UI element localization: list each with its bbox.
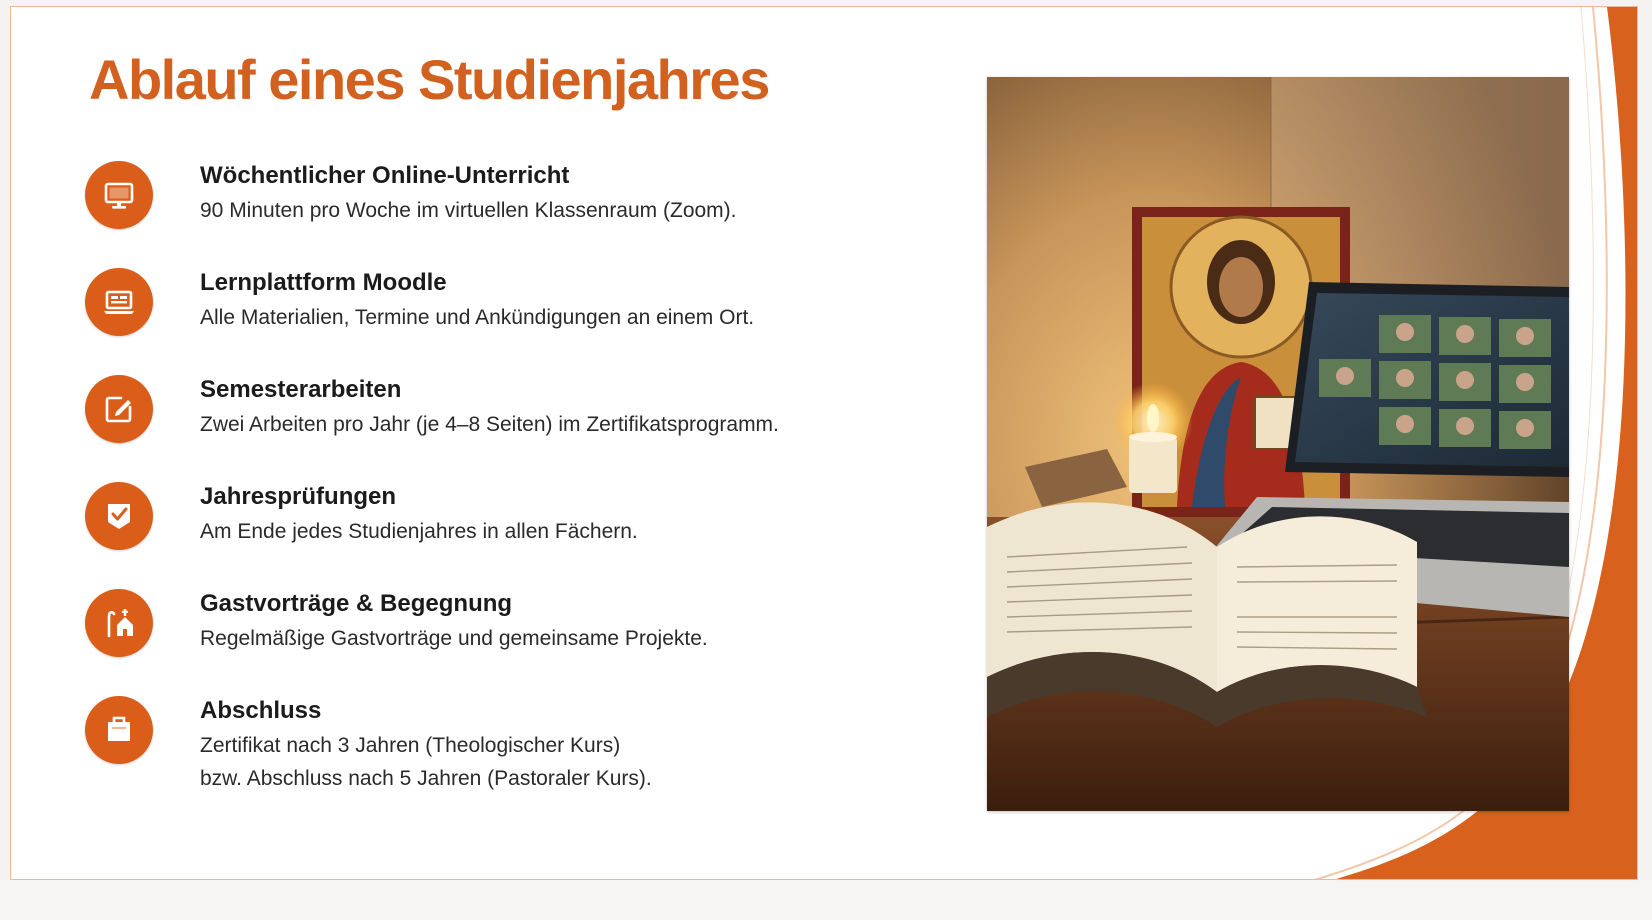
item-description: Zertifikat nach 3 Jahren (Theologischer Kurs) bzw. Abschluss nach 5 Jahren (Pastoraler Kurs). [200,734,652,790]
item-description: 90 Minuten pro Woche im virtuellen Klassenraum (Zoom). [200,199,737,222]
item-heading: Jahresprüfungen [200,483,397,510]
list-item [85,371,905,478]
church-icon [85,589,153,657]
item-heading: Gastvorträge & Begegnung [200,590,513,617]
list-item [85,157,905,264]
page-margin [0,880,1652,920]
item-description: Zwei Arbeiten pro Jahr (je 4–8 Seiten) im Zertifikatsprogramm. [200,413,779,436]
list-item [85,264,905,371]
list-item [85,585,905,692]
list-item [85,478,905,585]
edit-icon [85,375,153,443]
list-item [85,692,905,799]
exam-badge-icon [85,482,153,550]
item-heading: Lernplattform Moodle [200,269,447,296]
schedule-list [85,157,905,799]
item-description: Am Ende jedes Studienjahres in allen Fächern. [200,520,638,543]
item-description: Alle Materialien, Termine und Ankündigungen an einem Ort. [200,306,755,329]
study-desk-photo [987,77,1569,811]
item-heading: Wöchentlicher Online-Unterricht [200,162,570,189]
slide [10,6,1638,880]
item-heading: Semesterarbeiten [200,376,402,403]
slide-title: Ablauf eines Studienjahres [89,48,769,111]
certificate-icon [85,696,153,764]
item-description: Regelmäßige Gastvorträge und gemeinsame Projekte. [200,627,708,650]
item-heading: Abschluss [200,697,322,724]
laptop-icon [85,268,153,336]
monitor-icon [85,161,153,229]
